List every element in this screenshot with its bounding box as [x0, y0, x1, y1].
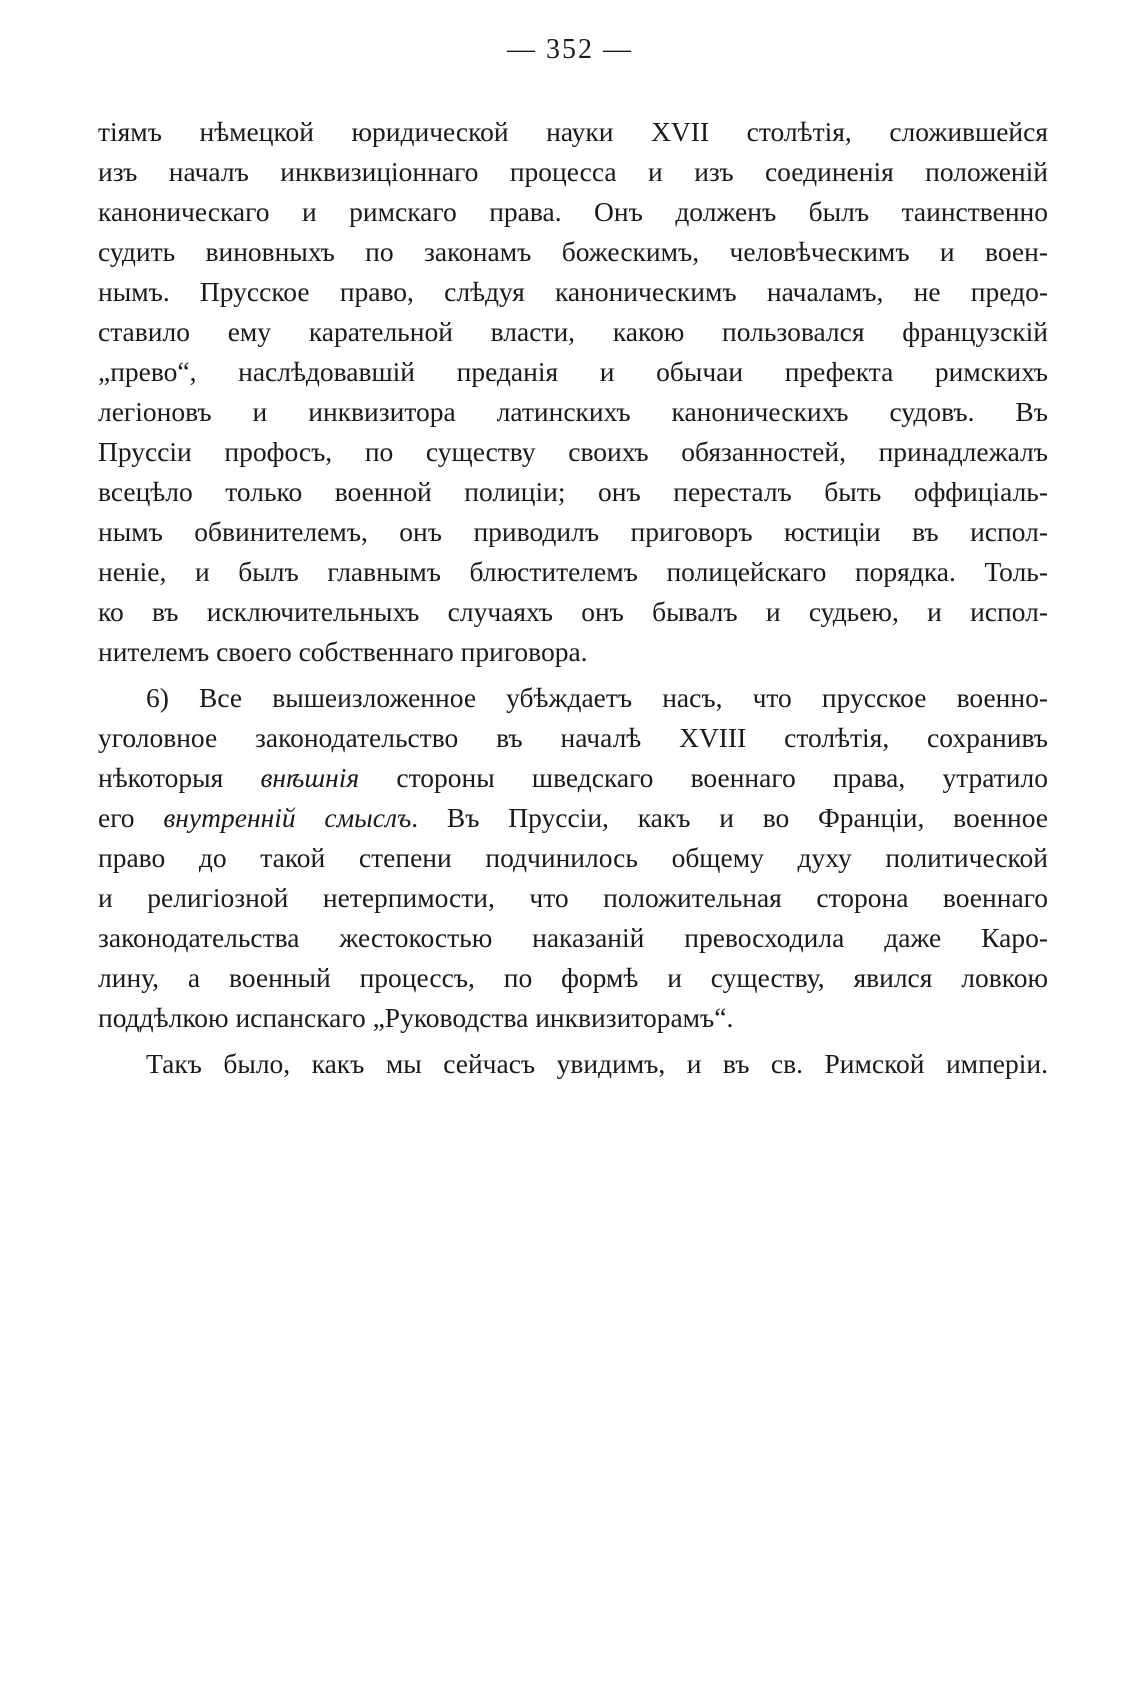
body-text	[98, 112, 1048, 1084]
text-line: право до такой степени подчинилось общему духу политической	[98, 842, 1048, 873]
text-run: его	[98, 802, 164, 833]
text-line: всецѣло только военной полиціи; онъ пересталъ быть оффиціаль-	[98, 476, 1048, 507]
text-line: Такъ было, какъ мы сейчасъ увидимъ, и въ св. Римской имперіи.	[146, 1048, 1048, 1079]
text-line: каноническаго и римскаго права. Онъ долженъ былъ таинственно	[98, 196, 1048, 227]
text-line: поддѣлкою испанскаго „Руководства инквизиторамъ“.	[98, 1002, 734, 1033]
text-line: изъ началъ инквизиціоннаго процесса и изъ соединенія положеній	[98, 156, 1048, 187]
text-line: легіоновъ и инквизитора латинскихъ каноническихъ судовъ. Въ	[98, 396, 1048, 427]
italic-text: внѣшнія	[260, 762, 360, 793]
text-line: неніе, и былъ главнымъ блюстителемъ полицейскаго порядка. Толь-	[98, 556, 1048, 587]
text-line: судить виновныхъ по законамъ божескимъ, человѣческимъ и воен-	[98, 236, 1048, 267]
text-line: 6) Все вышеизложенное убѣждаетъ насъ, что прусское военно-	[146, 682, 1048, 713]
text-line: уголовное законодательство въ началѣ XVIII столѣтія, сохранивъ	[98, 722, 1048, 753]
text-line	[98, 758, 1048, 798]
italic-text: внутренній смыслъ	[163, 802, 412, 833]
text-line: законодательства жестокостью наказаній превосходила даже Каро-	[98, 922, 1048, 953]
text-line: тіямъ нѣмецкой юридической науки XVII столѣтія, сложившейся	[98, 116, 1048, 147]
text-run: стороны шведскаго военнаго права, утратило	[359, 762, 1048, 793]
page-number: — 352 —	[507, 34, 633, 65]
text-line: нымъ обвинителемъ, онъ приводилъ приговоръ юстиціи въ испол-	[98, 516, 1048, 547]
paragraph-3	[98, 1044, 1048, 1084]
text-line: ставило ему карательной власти, какою пользовался французскій	[98, 316, 1048, 347]
text-run: . Въ Пруссіи, какъ и во Франціи, военное	[411, 802, 1048, 833]
paragraph-2	[98, 678, 1048, 1038]
paragraph-1	[98, 112, 1048, 672]
text-line: и религіозной нетерпимости, что положительная сторона военнаго	[98, 882, 1048, 913]
text-line: Пруссіи профосъ, по существу своихъ обязанностей, принадлежалъ	[98, 436, 1048, 467]
text-line: нителемъ своего собственнаго приговора.	[98, 636, 588, 667]
text-line: „прево“, наслѣдовавшій преданія и обычаи префекта римскихъ	[98, 356, 1048, 387]
text-line: нымъ. Прусское право, слѣдуя каноническимъ началамъ, не предо-	[98, 276, 1048, 307]
text-line: ко въ исключительныхъ случаяхъ онъ бывалъ и судьею, и испол-	[98, 596, 1048, 627]
text-line: лину, а военный процессъ, по формѣ и существу, явился ловкою	[98, 962, 1048, 993]
text-run: нѣкоторыя	[98, 762, 261, 793]
text-line	[98, 798, 1048, 838]
